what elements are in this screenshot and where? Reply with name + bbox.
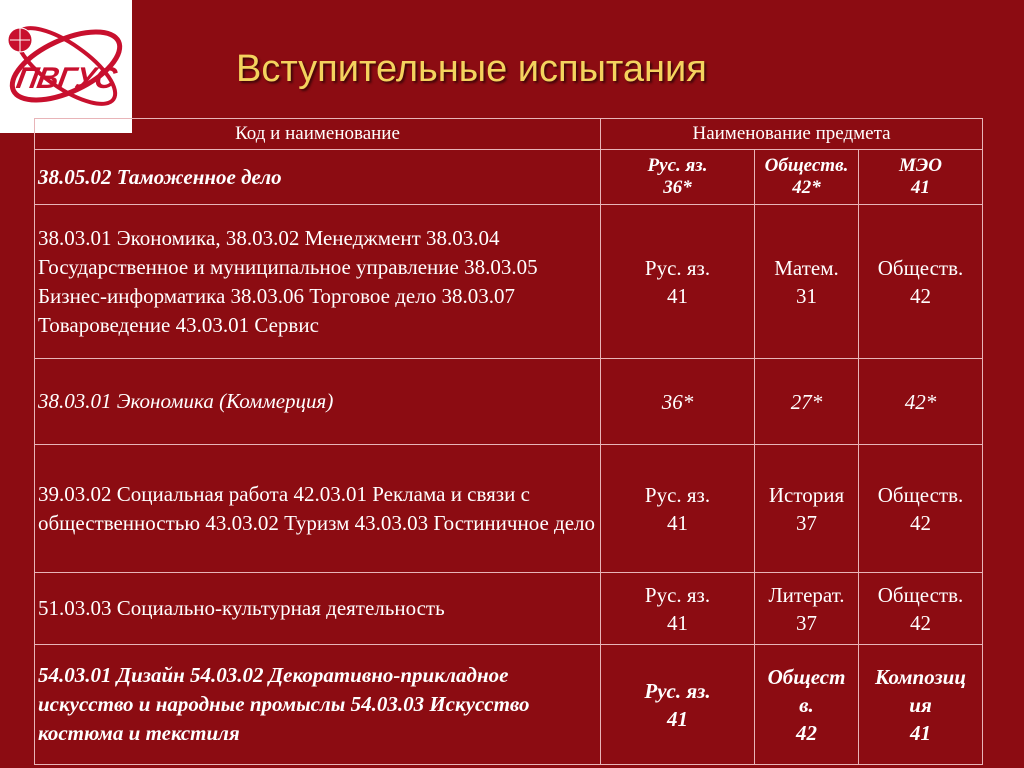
- subject-cell: [859, 573, 983, 645]
- subject-min-score: 31: [796, 283, 817, 308]
- subject-label: Матем.: [774, 255, 839, 280]
- subject-min-score: 41: [667, 610, 688, 635]
- subject-min-score: 37: [796, 510, 817, 535]
- university-logo: [0, 0, 132, 133]
- subject-min-score: 42: [910, 510, 932, 535]
- subject-label: Рус. яз.: [644, 255, 711, 280]
- subject-cell: [601, 359, 755, 445]
- table-header-row: [35, 119, 983, 150]
- subject-cell: [859, 445, 983, 573]
- subject-cell: [755, 205, 859, 359]
- entrance-exams-table: [34, 118, 983, 765]
- program-name: 51.03.03 Социально-культурная деятельность: [35, 573, 601, 645]
- table-row: [35, 445, 983, 573]
- program-name: 38.05.02 Таможенное дело: [35, 150, 601, 205]
- subject-min-score: 41: [911, 177, 931, 198]
- subject-min-score: 42: [910, 283, 932, 308]
- subject-label: Обществ.: [877, 582, 964, 607]
- subject-cell: [601, 645, 755, 765]
- subject-cell: [601, 573, 755, 645]
- subject-min-score: 36*: [661, 389, 694, 414]
- subject-min-score: 41: [910, 720, 932, 745]
- table-row: [35, 205, 983, 359]
- program-name: 54.03.01 Дизайн 54.03.02 Декоративно-прикладное искусство и народные промыслы 54.03.03 Искусство костюма и текстиля: [35, 645, 601, 765]
- page-title: Вступительные испытания: [236, 48, 707, 90]
- subject-cell: [755, 573, 859, 645]
- program-name: 38.03.01 Экономика, 38.03.02 Менеджмент 38.03.04 Государственное и муниципальное управление 38.03.05 Бизнес-информатика 38.03.06 Торговое дело 38.03.07 Товароведение 43.03.01 Сервис: [35, 205, 601, 359]
- subject-cell: [859, 205, 983, 359]
- header-subjects: Наименование предмета: [601, 119, 983, 150]
- subject-label: Рус. яз.: [644, 678, 711, 703]
- subject-label: Обществ.: [764, 155, 849, 176]
- subject-label: Обществ.: [877, 255, 964, 280]
- subject-label: Общест в.: [767, 664, 846, 717]
- subject-cell: [601, 150, 755, 205]
- subject-label: Композиц ия: [875, 664, 966, 717]
- program-name: 39.03.02 Социальная работа 42.03.01 Реклама и связи с общественностью 43.03.02 Туризм 43.03.03 Гостиничное дело: [35, 445, 601, 573]
- header-code-name: Код и наименование: [35, 119, 601, 150]
- table-row: [35, 359, 983, 445]
- subject-min-score: 41: [667, 283, 688, 308]
- subject-label: МЭО: [899, 155, 942, 176]
- subject-label: Рус. яз.: [644, 482, 711, 507]
- program-name: 38.03.01 Экономика (Коммерция): [35, 359, 601, 445]
- subject-cell: [755, 445, 859, 573]
- subject-min-score: 42*: [904, 389, 937, 414]
- subject-cell: [859, 150, 983, 205]
- subject-label: Рус. яз.: [644, 582, 711, 607]
- subject-label: История: [768, 482, 845, 507]
- subject-min-score: 42: [796, 720, 817, 745]
- table-row: [35, 150, 983, 205]
- subject-min-score: 41: [667, 510, 688, 535]
- subject-cell: [755, 359, 859, 445]
- table-row: [35, 573, 983, 645]
- subject-cell: [859, 645, 983, 765]
- subject-label: Рус. яз.: [647, 155, 708, 176]
- subject-cell: [755, 645, 859, 765]
- table-row: [35, 645, 983, 765]
- logo-text: ПВГУС: [13, 62, 119, 95]
- subject-min-score: 42*: [792, 177, 821, 198]
- subject-cell: [859, 359, 983, 445]
- subject-cell: [755, 150, 859, 205]
- subject-cell: [601, 205, 755, 359]
- subject-min-score: 36*: [663, 177, 692, 198]
- subject-label: Литерат.: [768, 582, 845, 607]
- subject-min-score: 42: [910, 610, 932, 635]
- subject-cell: [601, 445, 755, 573]
- subject-label: Обществ.: [877, 482, 964, 507]
- subject-min-score: 41: [667, 706, 688, 731]
- subject-min-score: 27*: [790, 389, 823, 414]
- subject-min-score: 37: [796, 610, 817, 635]
